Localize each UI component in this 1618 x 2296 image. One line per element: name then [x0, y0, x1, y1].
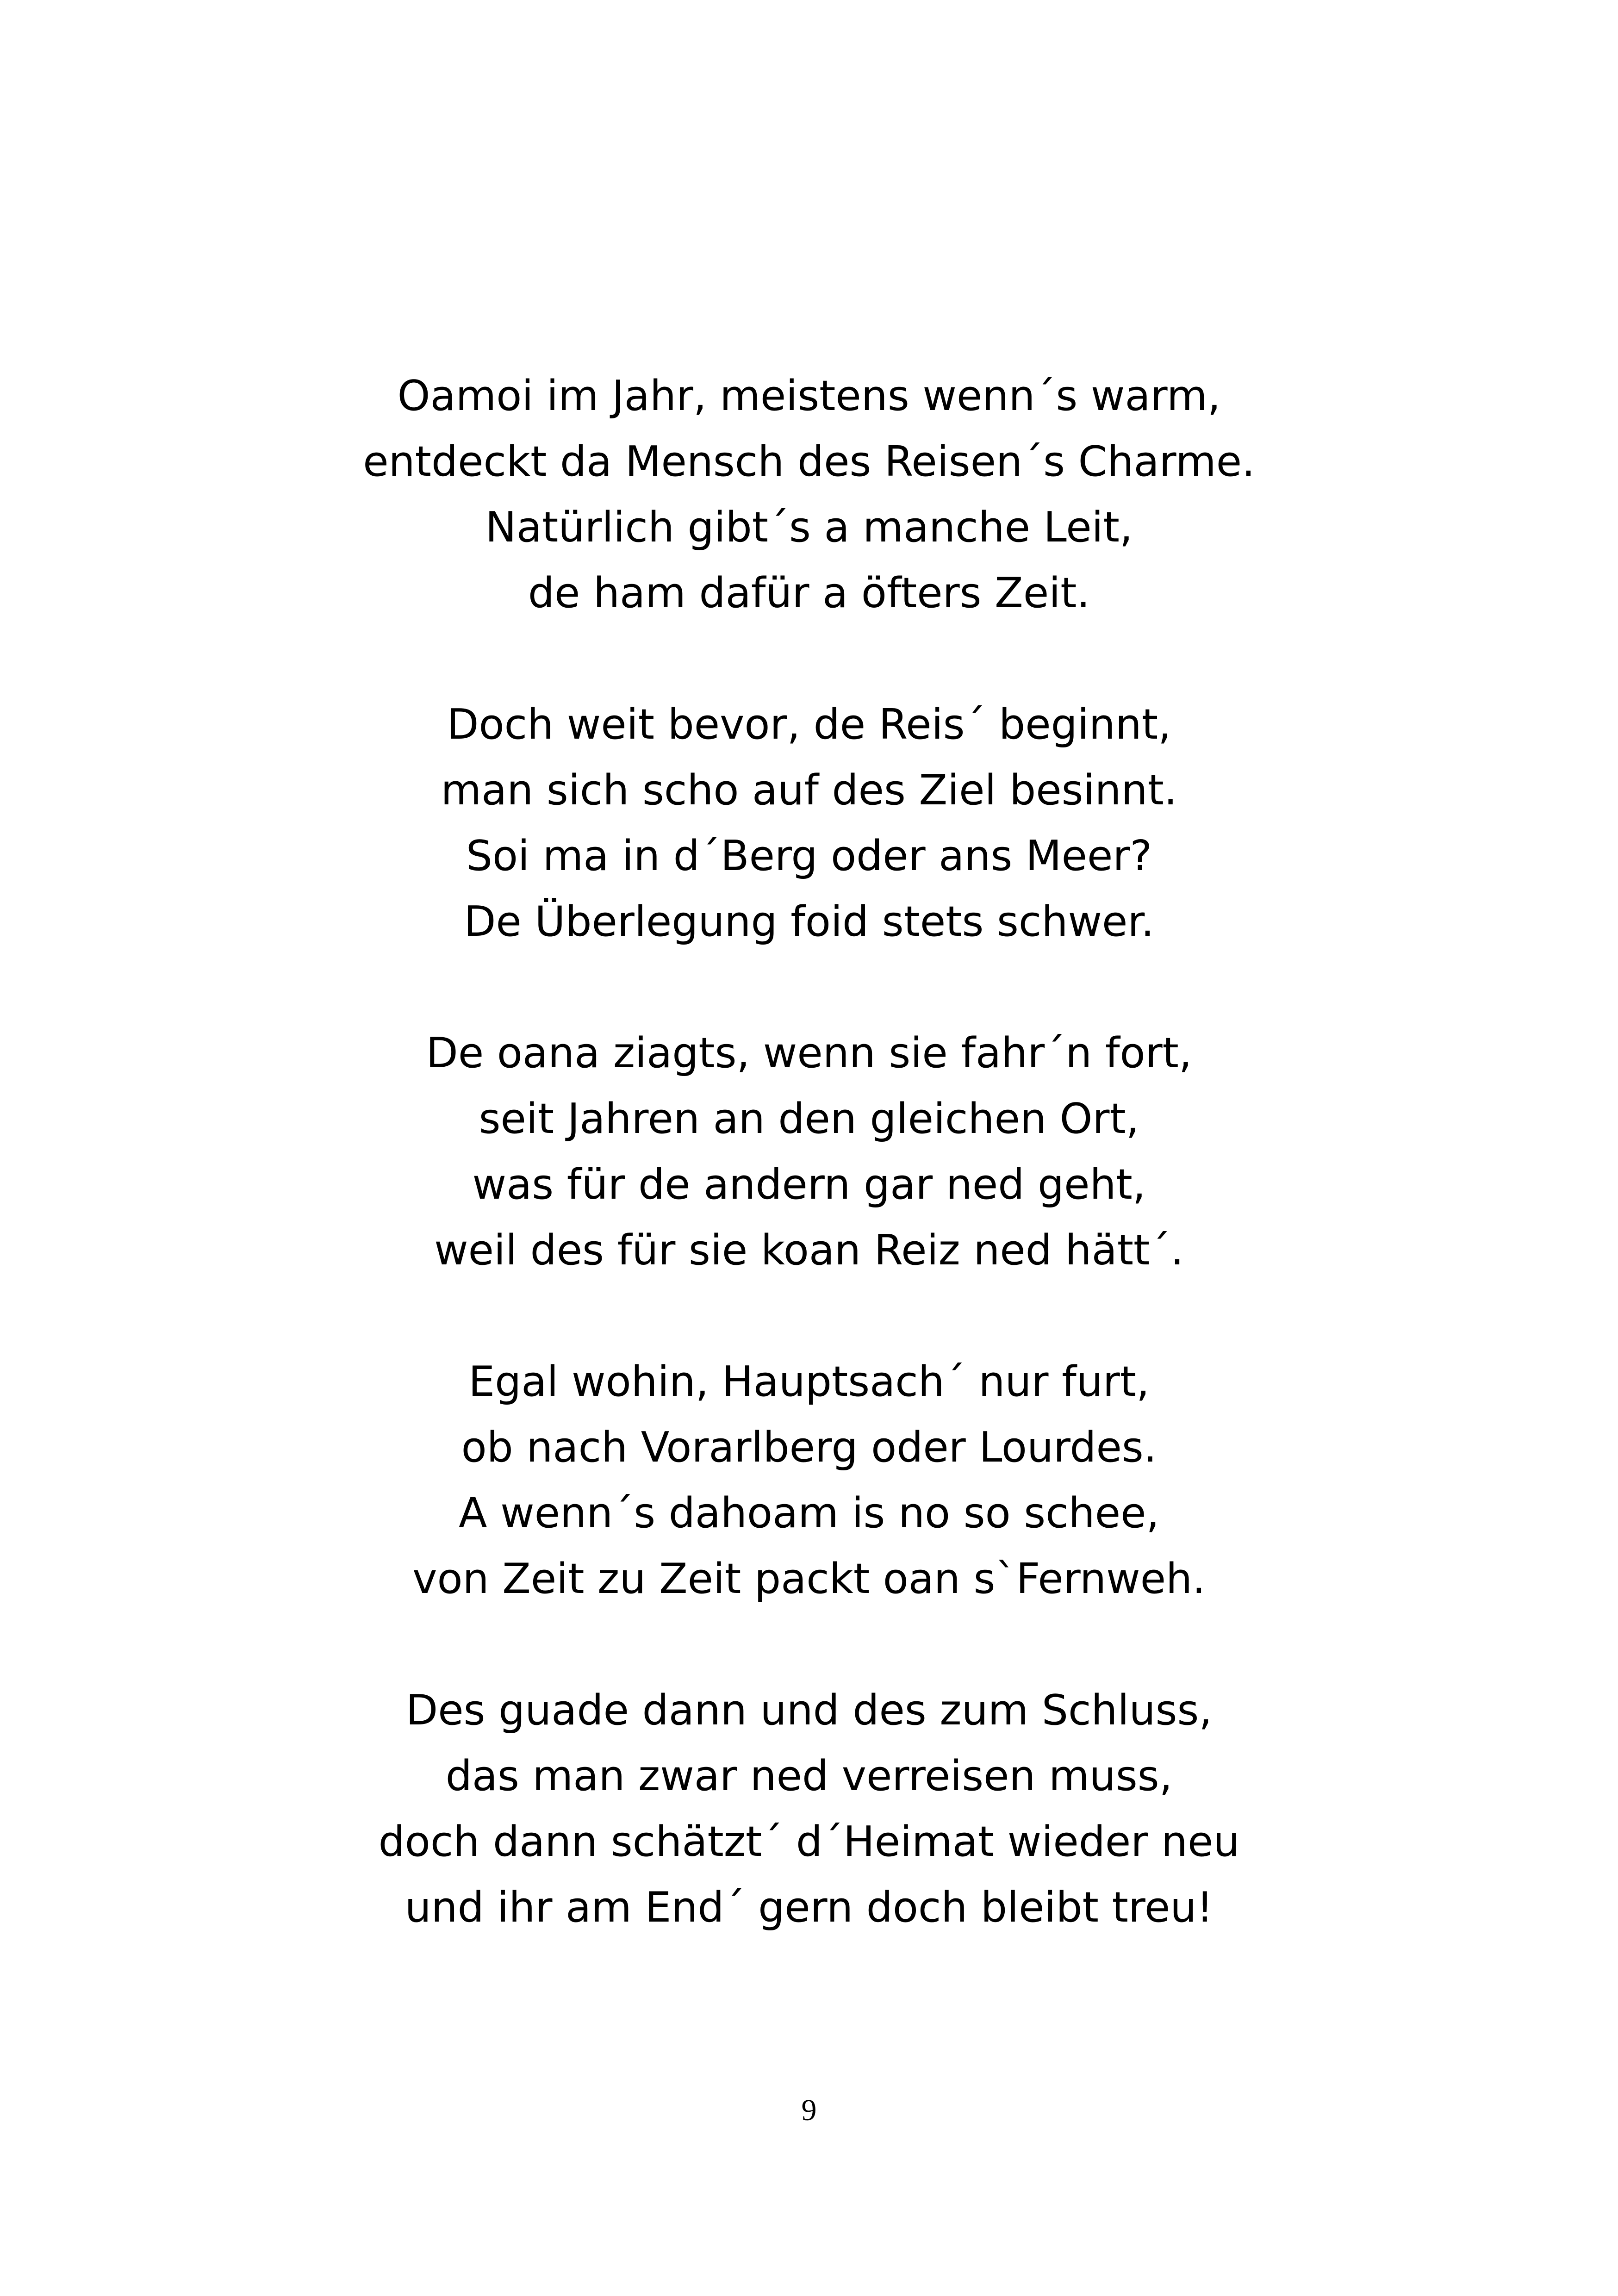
- poem-line: Doch weit bevor, de Reis´ beginnt,: [447, 700, 1171, 749]
- poem: [0, 363, 1618, 1941]
- poem-line: De Überlegung foid stets schwer.: [464, 897, 1154, 946]
- poem-line: man sich scho auf des Ziel besinnt.: [441, 766, 1177, 815]
- poem-line: seit Jahren an den gleichen Ort,: [479, 1095, 1139, 1143]
- poem-line: de ham dafür a öfters Zeit.: [528, 569, 1090, 617]
- poem-line: und ihr am End´ gern doch bleibt treu!: [404, 1883, 1214, 1932]
- poem-line: A wenn´s dahoam is no so schee,: [458, 1489, 1160, 1537]
- poem-line: weil des für sie koan Reiz ned hätt´.: [434, 1226, 1184, 1275]
- poem-line: De oana ziagts, wenn sie fahr´n fort,: [426, 1029, 1192, 1077]
- poem-line: doch dann schätzt´ d´Heimat wieder neu: [378, 1817, 1240, 1866]
- poem-line: Soi ma in d´Berg oder ans Meer?: [466, 832, 1152, 880]
- poem-line: entdeckt da Mensch des Reisen´s Charme.: [363, 437, 1255, 486]
- poem-line: von Zeit zu Zeit packt oan s`Fernweh.: [412, 1555, 1206, 1603]
- poem-line: was für de andern gar ned geht,: [472, 1160, 1146, 1209]
- poem-line: ob nach Vorarlberg oder Lourdes.: [461, 1423, 1157, 1472]
- page-number: 9: [801, 2093, 817, 2127]
- poem-line: Natürlich gibt´s a manche Leit,: [485, 503, 1133, 552]
- poem-line: Oamoi im Jahr, meistens wenn´s warm,: [397, 372, 1221, 420]
- stanza-1: [0, 363, 1618, 626]
- poem-line: Des guade dann und des zum Schluss,: [405, 1686, 1213, 1735]
- stanza-4: [0, 1349, 1618, 1612]
- stanza-2: [0, 692, 1618, 955]
- stanza-3: [0, 1020, 1618, 1283]
- stanza-5: [0, 1678, 1618, 1941]
- poem-line: das man zwar ned verreisen muss,: [445, 1752, 1173, 1800]
- poem-line: Egal wohin, Hauptsach´ nur furt,: [468, 1357, 1150, 1406]
